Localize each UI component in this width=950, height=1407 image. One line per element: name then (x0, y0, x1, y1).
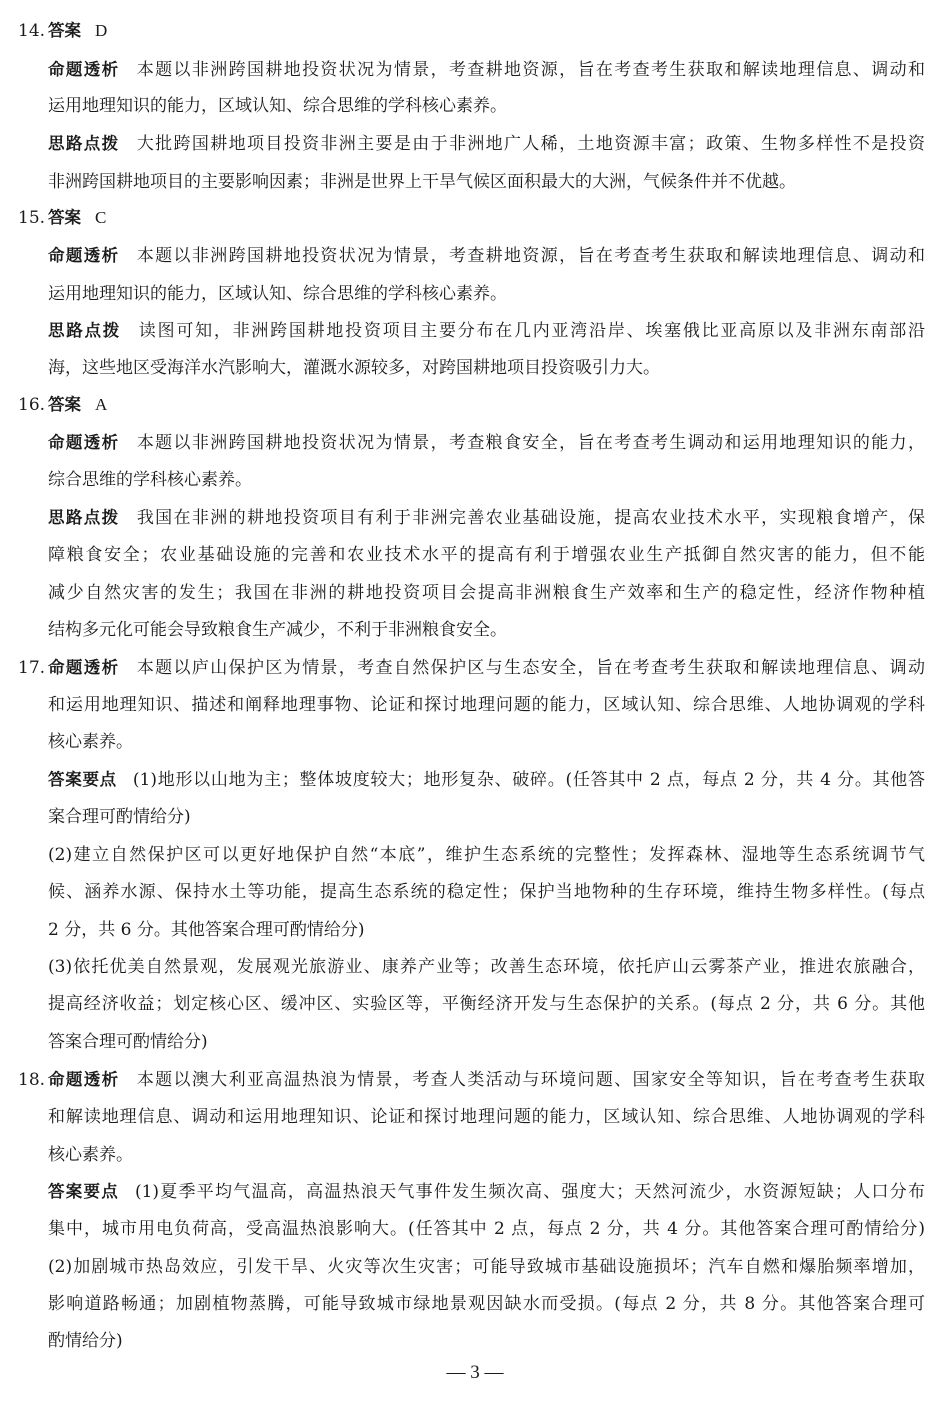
hint-text: 障粮食安全；农业基础设施的完善和农业技术水平的提高有利于增强农业生产抵御自然灾害的能力，但不能 (48, 545, 925, 565)
key-point-text: 集中，城市用电负荷高，受高温热浪影响大。(任答其中 2 点，每点 2 分，共 4 分。其他答案合理可酌情给分) (48, 1219, 925, 1239)
q17-analysis-line-1 (0, 653, 950, 683)
hint-text: 读图可知，非洲跨国耕地投资项目主要分布在几内亚湾沿岸、埃塞俄比亚高原以及非洲东南部沿 (137, 321, 925, 341)
key-point-text: (2)建立自然保护区可以更好地保护自然“本底”，维护生态系统的完整性；发挥森林、湿地等生态系统调节气 (48, 845, 925, 865)
q15-analysis-line-2 (0, 279, 950, 309)
hint-text: 海，这些地区受海洋水汽影响大，灌溉水源较多，对跨国耕地项目投资吸引力大。 (48, 358, 660, 378)
question-number: 17. (18, 658, 46, 678)
key-point-text: (1)地形以山地为主；整体坡度较大；地形复杂、破碎。(任答其中 2 点，每点 2 分，共 4 分。其他答 (132, 770, 925, 790)
q16-hint-line-4 (0, 615, 950, 645)
key-point-text: (2)加剧城市热岛效应，引发干旱、火灾等次生灾害；可能导致城市基础设施损坏；汽车自燃和爆胎频率增加， (48, 1257, 925, 1277)
q16-analysis-line-1 (0, 428, 950, 458)
q14-analysis-line-2 (0, 91, 950, 121)
key-point-text: (1)夏季平均气温高，高温热浪天气事件发生频次高、强度大；天然河流少，水资源短缺；人口分布 (134, 1182, 925, 1202)
question-number: 18. (18, 1070, 46, 1090)
q17-p2-line-3 (0, 915, 950, 945)
key-point-text: 提高经济收益；划定核心区、缓冲区、实验区等，平衡经济开发与生态保护的关系。(每点 2 分，共 6 分。其他 (48, 994, 925, 1014)
answer-label: 答案 (48, 208, 81, 227)
q18-analysis-line-3 (0, 1140, 950, 1170)
analysis-text: 本题以非洲跨国耕地投资状况为情景，考查耕地资源，旨在考查考生获取和解读地理信息、调动和 (135, 60, 925, 80)
analysis-text: 本题以非洲跨国耕地投资状况为情景，考查耕地资源，旨在考查考生获取和解读地理信息、调动和 (135, 246, 925, 266)
key-point-text: 影响道路畅通；加剧植物蒸腾，可能导致城市绿地景观因缺水而受损。(每点 2 分，共 8 分。其他答案合理可 (48, 1294, 925, 1314)
analysis-text: 本题以澳大利亚高温热浪为情景，考查人类活动与环境问题、国家安全等知识，旨在考查考生获取 (135, 1070, 925, 1090)
analysis-label: 命题透析 (48, 433, 120, 452)
q15-analysis-line-1 (0, 241, 950, 271)
hint-text: 结构多元化可能会导致粮食生产减少，不利于非洲粮食安全。 (48, 620, 507, 640)
analysis-label: 命题透析 (48, 658, 120, 677)
q18-analysis-line-1 (0, 1065, 950, 1095)
key-point-text: 候、涵养水源、保持水土等功能，提高生态系统的稳定性；保护当地物种的生存环境，维持生物多样性。(每点 (48, 882, 925, 902)
analysis-text: 本题以非洲跨国耕地投资状况为情景，考查粮食安全，旨在考查考生调动和运用地理知识的能力， (135, 433, 925, 453)
analysis-text: 和运用地理知识、描述和阐释地理事物、论证和探讨地理问题的能力，区域认知、综合思维、人地协调观的学科 (48, 695, 925, 715)
key-points-label: 答案要点 (48, 770, 117, 789)
q18-key-line-1 (0, 1177, 950, 1207)
analysis-label: 命题透析 (48, 60, 120, 79)
q17-p3-line-2 (0, 989, 950, 1019)
q16-hint-line-2 (0, 540, 950, 570)
q18-analysis-line-2 (0, 1102, 950, 1132)
q14-hint-line-1 (0, 129, 950, 159)
analysis-text: 综合思维的学科核心素养。 (48, 470, 252, 490)
q14-analysis-line-1 (0, 55, 950, 85)
key-points-label: 答案要点 (48, 1182, 119, 1201)
hint-text: 我国在非洲的耕地投资项目有利于非洲完善农业基础设施，提高农业技术水平，实现粮食增产，保 (135, 508, 925, 528)
analysis-label: 命题透析 (48, 246, 120, 265)
analysis-text: 核心素养。 (48, 732, 133, 752)
answer-label: 答案 (48, 21, 81, 40)
hint-label: 思路点拨 (48, 134, 120, 153)
answer-value: C (95, 208, 107, 227)
answer-value: A (95, 395, 108, 414)
answer-label: 答案 (48, 395, 81, 414)
hint-text: 减少自然灾害的发生；我国在非洲的耕地投资项目会提高非洲粮食生产效率和生产的稳定性，经济作物种植 (48, 583, 925, 603)
question-number: 15. (18, 208, 46, 228)
question-number: 16. (18, 395, 46, 415)
key-point-text: (3)依托优美自然景观，发展观光旅游业、康养产业等；改善生态环境，依托庐山云雾茶产业，推进农旅融合， (48, 957, 925, 977)
key-point-text: 案合理可酌情给分) (48, 807, 191, 827)
q15-answer-line (0, 203, 950, 233)
q17-p2-line-2 (0, 877, 950, 907)
q17-p3-line-3 (0, 1027, 950, 1057)
q18-p2-line-3 (0, 1326, 950, 1356)
q16-analysis-line-2 (0, 465, 950, 495)
key-point-text: 2 分，共 6 分。其他答案合理可酌情给分) (48, 920, 365, 940)
key-point-text: 答案合理可酌情给分) (48, 1032, 208, 1052)
hint-text: 大批跨国耕地项目投资非洲主要是由于非洲地广人稀，土地资源丰富；政策、生物多样性不是投资 (135, 134, 925, 154)
q15-hint-line-2 (0, 353, 950, 383)
q17-analysis-line-3 (0, 727, 950, 757)
q18-p2-line-1 (0, 1252, 950, 1282)
answer-value: D (95, 21, 108, 40)
analysis-text: 运用地理知识的能力，区域认知、综合思维的学科核心素养。 (48, 284, 507, 304)
analysis-text: 运用地理知识的能力，区域认知、综合思维的学科核心素养。 (48, 96, 507, 116)
q17-p3-line-1 (0, 952, 950, 982)
analysis-text: 和解读地理信息、调动和运用地理知识、论证和探讨地理问题的能力，区域认知、综合思维、人地协调观的学科 (48, 1107, 925, 1127)
q17-analysis-line-2 (0, 690, 950, 720)
hint-label: 思路点拨 (48, 508, 120, 527)
q17-key-line-2 (0, 802, 950, 832)
q18-key-line-2 (0, 1214, 950, 1244)
question-number: 14. (18, 21, 46, 41)
hint-label: 思路点拨 (48, 321, 122, 340)
key-point-text: 酌情给分) (48, 1331, 123, 1351)
q14-answer-line (0, 16, 950, 46)
q17-key-line-1 (0, 765, 950, 795)
hint-text: 非洲跨国耕地项目的主要影响因素；非洲是世界上干旱气候区面积最大的大洲，气候条件并不优越。 (48, 172, 796, 192)
q17-p2-line-1 (0, 840, 950, 870)
q14-hint-line-2 (0, 167, 950, 197)
q16-answer-line (0, 390, 950, 420)
page-number: — 3 — (446, 1362, 504, 1383)
analysis-text: 核心素养。 (48, 1145, 133, 1165)
q18-p2-line-2 (0, 1289, 950, 1319)
analysis-text: 本题以庐山保护区为情景，考查自然保护区与生态安全，旨在考查考生获取和解读地理信息、调动 (135, 658, 925, 678)
q16-hint-line-1 (0, 503, 950, 533)
q15-hint-line-1 (0, 316, 950, 346)
q16-hint-line-3 (0, 578, 950, 608)
analysis-label: 命题透析 (48, 1070, 120, 1089)
